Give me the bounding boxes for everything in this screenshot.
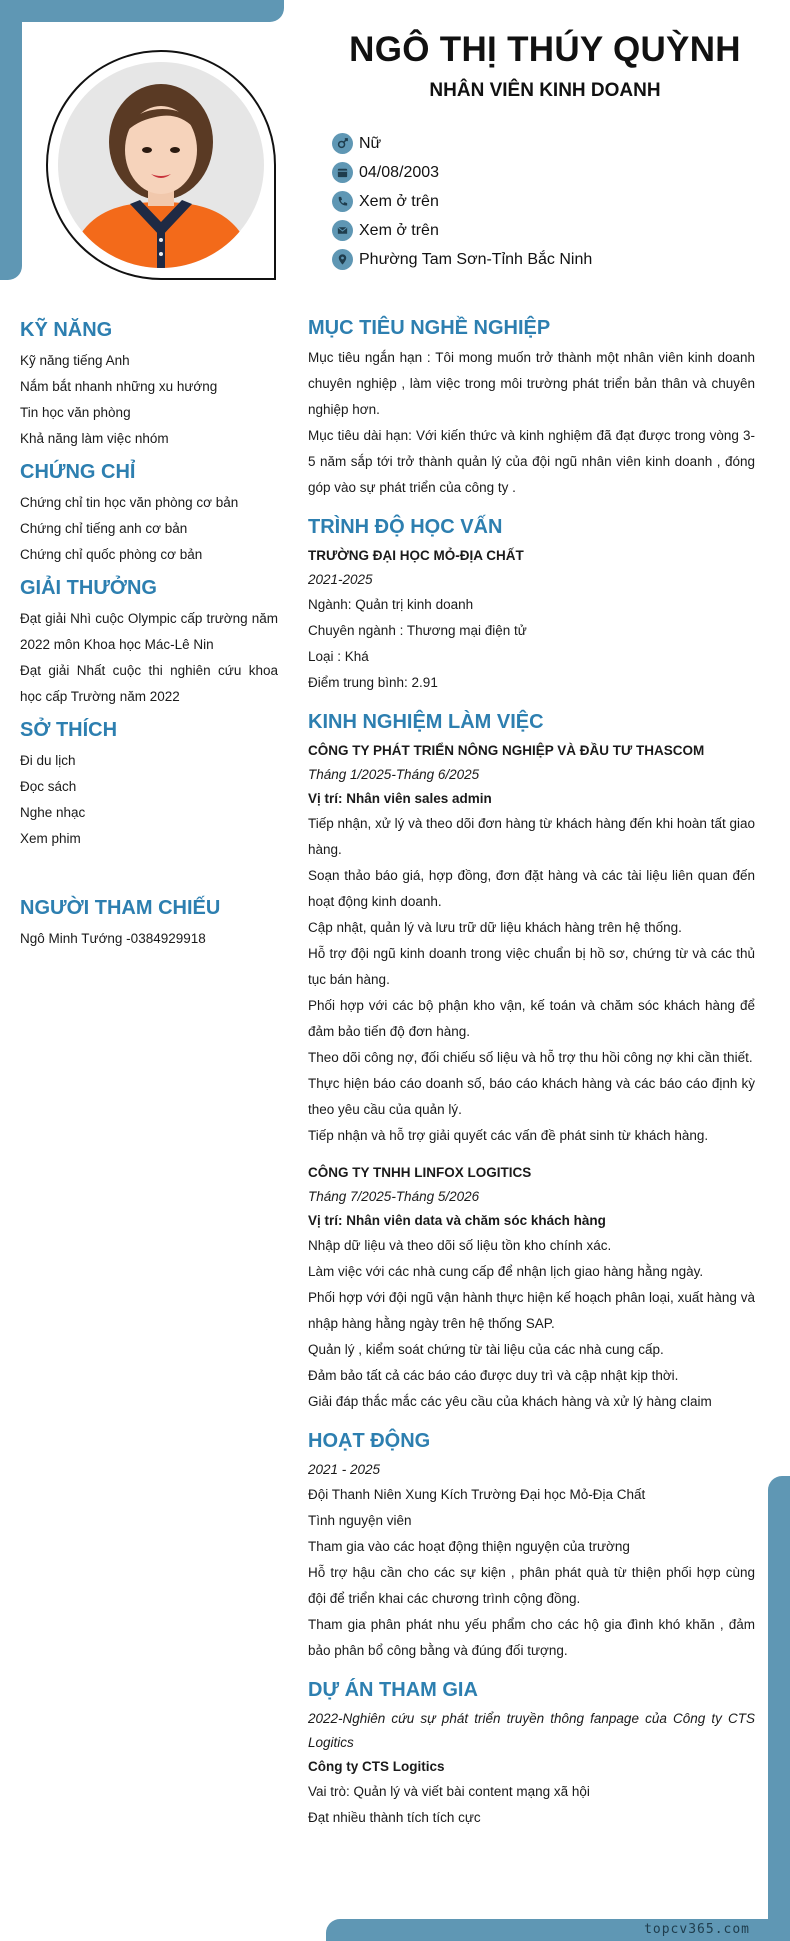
job-duty: Làm việc với các nhà cung cấp để nhận lịch giao hàng hằng ngày.	[308, 1264, 704, 1279]
phone-icon	[332, 191, 353, 212]
job-company: CÔNG TY PHÁT TRIỂN NÔNG NGHIỆP VÀ ĐẦU TƯ THASCOM	[308, 743, 705, 758]
objective-long: Mục tiêu dài hạn: Với kiến thức và kinh nghiệm đã đạt được trong vòng 3-5 năm sắp tới trở thành quản lý của đội ngũ nhân viên kinh doanh , đóng góp vào sự phát triển của công ty .	[308, 428, 755, 495]
award-item: Đạt giải Nhì cuộc Olympic cấp trường năm 2022 môn Khoa học Mác-Lê Nin	[20, 611, 278, 652]
job-duty: Giải đáp thắc mắc các yêu cầu của khách hàng và xử lý hàng claim	[308, 1394, 712, 1409]
activity-line: Tham gia phân phát nhu yếu phẩm cho các hộ gia đình khó khăn , đảm bảo phân bổ công bằng và đúng đối tượng.	[308, 1617, 755, 1658]
hobby-item: Nghe nhạc	[20, 805, 86, 820]
decor-bar-right	[768, 1476, 790, 1941]
job-duty: Phối hợp với các bộ phận kho vận, kế toán và chăm sóc khách hàng để đảm bảo tiến độ đơn hàng.	[308, 998, 755, 1039]
certificate-item: Chứng chỉ tiếng anh cơ bản	[20, 521, 188, 536]
activity-line: Tình nguyện viên	[308, 1513, 412, 1528]
activity-line: Đội Thanh Niên Xung Kích Trường Đại học Mỏ-Địa Chất	[308, 1487, 646, 1502]
project-line: Đạt nhiều thành tích tích cực	[308, 1810, 481, 1825]
references-heading: NGƯỜI THAM CHIẾU	[20, 897, 221, 919]
job-duty: Tiếp nhận, xử lý và theo dõi đơn hàng từ khách hàng đến khi hoàn tất giao hàng.	[308, 816, 755, 857]
hobby-item: Đọc sách	[20, 779, 77, 794]
education-line: Chuyên ngành : Thương mại điện tử	[308, 623, 527, 638]
calendar-icon	[332, 162, 353, 183]
left-column	[20, 316, 278, 952]
education-line: Ngành: Quản trị kinh doanh	[308, 597, 474, 612]
job-title: NHÂN VIÊN KINH DOANH	[429, 80, 661, 101]
project-title: 2022-Nghiên cứu sự phát triển truyền thông fanpage của Công ty CTS Logitics	[308, 1711, 755, 1750]
activities-period: 2021 - 2025	[308, 1462, 381, 1477]
activity-line: Tham gia vào các hoạt động thiện nguyện của trường	[308, 1539, 630, 1554]
activity-line: Hỗ trợ hậu cần cho các sự kiện , phân phát quà từ thiện phối hợp cùng đội để triển khai các chương trình cộng đồng.	[308, 1565, 755, 1606]
hobby-item: Đi du lịch	[20, 753, 76, 768]
decor-bar-top	[0, 0, 284, 22]
certificates-heading: CHỨNG CHỈ	[20, 461, 136, 483]
contact-address-text: Phường Tam Sơn-Tỉnh Bắc Ninh	[359, 250, 593, 268]
hobby-item: Xem phim	[20, 831, 81, 846]
education-heading: TRÌNH ĐỘ HỌC VẤN	[308, 516, 503, 538]
avatar	[58, 62, 264, 268]
job-duty: Theo dõi công nợ, đối chiếu số liệu và hỗ trợ thu hồi công nợ khi cần thiết.	[308, 1050, 753, 1065]
avatar-frame	[46, 50, 276, 280]
skills-heading: KỸ NĂNG	[20, 319, 113, 341]
right-column	[308, 314, 755, 1831]
job-duty: Thực hiện báo cáo doanh số, báo cáo khách hàng và các báo cáo định kỳ theo yêu cầu của quản lý.	[308, 1076, 755, 1117]
job-position: Vị trí: Nhân viên data và chăm sóc khách hàng	[308, 1213, 606, 1228]
projects-heading: DỰ ÁN THAM GIA	[308, 1679, 478, 1701]
education-line: Điểm trung bình: 2.91	[308, 675, 438, 690]
project-company: Công ty CTS Logitics	[308, 1759, 445, 1774]
job-duty: Quản lý , kiểm soát chứng từ tài liệu của các nhà cung cấp.	[308, 1342, 664, 1357]
certificate-item: Chứng chỉ tin học văn phòng cơ bản	[20, 495, 239, 510]
job-duty: Tiếp nhận và hỗ trợ giải quyết các vấn đề phát sinh từ khách hàng.	[308, 1128, 709, 1143]
certificate-item: Chứng chỉ quốc phòng cơ bản	[20, 547, 203, 562]
job-period: Tháng 1/2025-Tháng 6/2025	[308, 767, 480, 782]
objective-short: Mục tiêu ngắn hạn : Tôi mong muốn trở thành một nhân viên kinh doanh chuyên nghiệp , làm việc trong môi trường phát triển bản thân và chuyên nghiệp hơn.	[308, 350, 755, 417]
education-line: Loại : Khá	[308, 649, 369, 664]
contact-phone	[332, 187, 592, 216]
gender-icon	[332, 133, 353, 154]
reference-item: Ngô Minh Tướng -0384929918	[20, 931, 206, 946]
skill-item: Nắm bắt nhanh những xu hướng	[20, 379, 218, 394]
contact-gender-text: Nữ	[359, 134, 382, 152]
hobbies-heading: SỞ THÍCH	[20, 719, 118, 741]
email-icon	[332, 220, 353, 241]
job-duty: Hỗ trợ đội ngũ kinh doanh trong việc chuẩn bị hồ sơ, chứng từ và các thủ tục bán hàng.	[308, 946, 755, 987]
job-duty: Nhập dữ liệu và theo dõi số liệu tồn kho chính xác.	[308, 1238, 612, 1253]
skill-item: Tin học văn phòng	[20, 405, 131, 420]
contact-birthday-text: 04/08/2003	[359, 163, 440, 181]
contact-address	[332, 245, 592, 274]
project-line: Vai trò: Quản lý và viết bài content mạng xã hội	[308, 1784, 590, 1799]
job-duty: Đảm bảo tất cả các báo cáo được duy trì và cập nhật kịp thời.	[308, 1368, 679, 1383]
watermark: topcv365.com	[644, 1922, 750, 1937]
education-period: 2021-2025	[308, 572, 373, 587]
school-name: TRƯỜNG ĐẠI HỌC MỎ-ĐỊA CHẤT	[308, 548, 524, 563]
candidate-name: NGÔ THỊ THÚY QUỲNH	[349, 30, 741, 69]
job-position: Vị trí: Nhân viên sales admin	[308, 791, 492, 806]
contact-email-text: Xem ở trên	[359, 221, 439, 239]
contact-phone-text: Xem ở trên	[359, 192, 439, 210]
skill-item: Khả năng làm việc nhóm	[20, 431, 169, 446]
awards-heading: GIẢI THƯỞNG	[20, 577, 157, 599]
location-icon	[332, 249, 353, 270]
contact-birthday	[332, 158, 592, 187]
contact-gender	[332, 129, 592, 158]
job-duty: Cập nhật, quản lý và lưu trữ dữ liệu khách hàng trên hệ thống.	[308, 920, 682, 935]
contact-list	[332, 129, 592, 274]
skill-item: Kỹ năng tiếng Anh	[20, 353, 130, 368]
job-duty: Soạn thảo báo giá, hợp đồng, đơn đặt hàng và các tài liệu liên quan đến hoạt động kinh doanh.	[308, 868, 755, 909]
contact-email	[332, 216, 592, 245]
job-duty: Phối hợp với đội ngũ vận hành thực hiện kế hoạch phân loại, xuất hàng và nhập hàng hằng ngày trên hệ thống SAP.	[308, 1290, 755, 1331]
activities-heading: HOẠT ĐỘNG	[308, 1430, 431, 1452]
job-company: CÔNG TY TNHH LINFOX LOGITICS	[308, 1165, 532, 1180]
decor-bar-left	[0, 0, 22, 280]
job-period: Tháng 7/2025-Tháng 5/2026	[308, 1189, 480, 1204]
objective-heading: MỤC TIÊU NGHỀ NGHIỆP	[308, 317, 551, 339]
experience-heading: KINH NGHIỆM LÀM VIỆC	[308, 711, 544, 733]
award-item: Đạt giải Nhất cuộc thi nghiên cứu khoa học cấp Trường năm 2022	[20, 663, 278, 704]
